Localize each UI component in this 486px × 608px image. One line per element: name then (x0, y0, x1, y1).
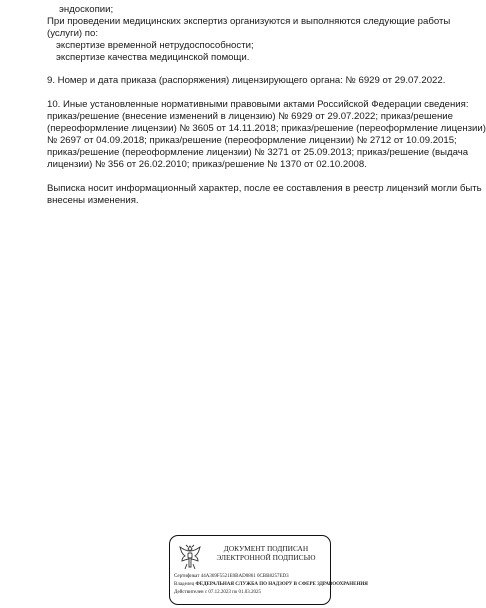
text-line: (переоформление лицензии) № 3605 от 14.11.2018; приказ/решение (переоформление лицензии) (47, 123, 486, 134)
electronic-signature-stamp (169, 535, 368, 605)
text-line: экспертизе качества медицинской помощи. (56, 52, 250, 63)
disclaimer-line: Выписка носит информационный характер, после ее составления в реестр лицензий могли быть (47, 183, 482, 194)
license-order-line: 9. Номер и дата приказа (распоряжения) лицензирующего органа: № 6929 от 29.07.2022. (47, 75, 446, 86)
certificate-validity: Действителен с 07.12.2023 по 01.03.2025 (174, 590, 261, 595)
coat-of-arms-icon (177, 542, 203, 572)
other-info-heading: 10. Иные установленные нормативными правовыми актами Российской Федерации сведения: (47, 99, 469, 110)
text-line: (услуги) по: (47, 28, 98, 39)
certificate-owner: Владелец ФЕДЕРАЛЬНАЯ СЛУЖБА ПО НАДЗОРУ В СФЕРЕ ЗДРАВООХРАНЕНИЯ (174, 582, 368, 587)
certificate-number: Сертификат 44A369F5521E0BAD0861 0CBB8257ED3 (174, 574, 289, 579)
text-line: № 2697 от 04.09.2018; приказ/решение (переоформление лицензии) № 2712 от 10.09.2015; (47, 135, 457, 146)
disclaimer-line: внесены изменения. (47, 195, 139, 206)
text-line: приказ/решение (переоформление лицензии) № 3271 от 25.09.2013; приказ/решение (выдача (47, 147, 469, 158)
text-line: экспертизе временной нетрудоспособности; (56, 40, 254, 51)
text-line: лицензии) № 356 от 26.02.2010; приказ/решение № 1370 от 02.10.2008. (47, 159, 367, 170)
text-line: эндоскопии; (59, 4, 114, 15)
stamp-subtitle: ЭЛЕКТРОННОЙ ПОДПИСЬЮ (216, 553, 316, 562)
text-line: При проведении медицинских экспертиз организуются и выполняются следующие работы (47, 16, 451, 27)
stamp-title: ДОКУМЕНТ ПОДПИСАН (223, 544, 309, 553)
text-line: приказ/решение (внесение изменений в лицензию) № 6929 от 29.07.2022; приказ/решение (47, 111, 454, 122)
